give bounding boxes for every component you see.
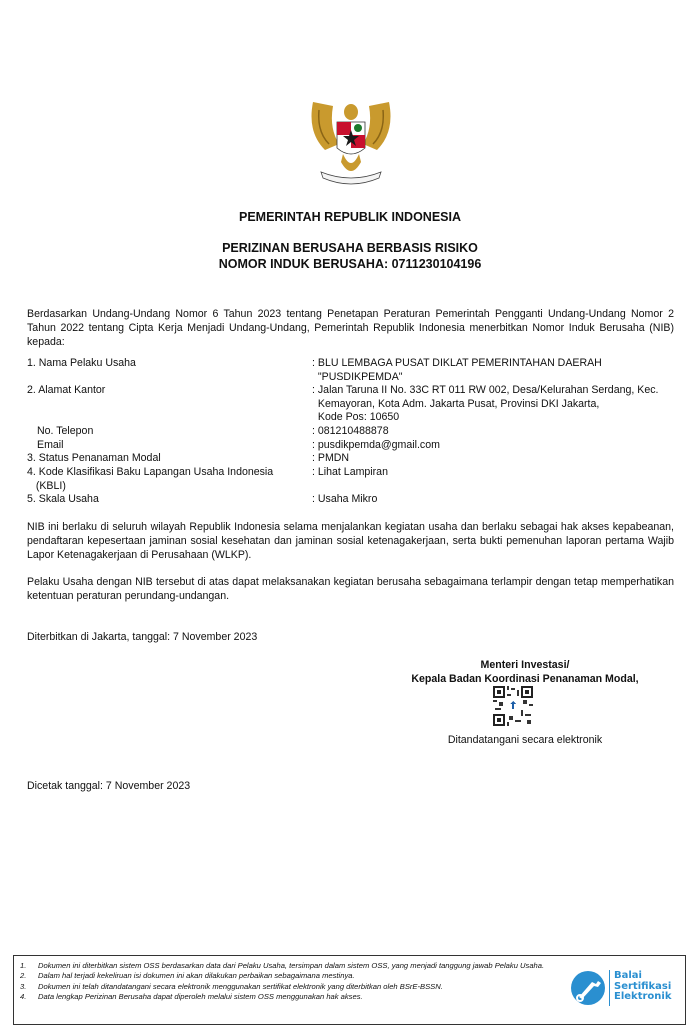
- note-text: Dalam hal terjadi kekeliruan isi dokumen ini akan dilakukan perbaikan sebagaimana mestinya.: [38, 971, 355, 981]
- footer-note: [20, 982, 560, 992]
- note-number: 3.: [20, 981, 27, 991]
- note-number: 1.: [20, 961, 27, 970]
- label-line: (KBLI): [27, 479, 66, 492]
- logo-line: Elektronik: [614, 991, 672, 1003]
- pelaku-usaha-paragraph: Pelaku Usaha dengan NIB tersebut di atas dapat melaksanakan kegiatan berusaha sebagaimana terlampir dengan tetap memperhatikan ketentuan peraturan perundang-undangan.: [27, 576, 674, 602]
- footer-notes-box: [13, 955, 686, 1025]
- qr-code-icon: [493, 686, 533, 726]
- note-number: 4.: [20, 992, 27, 1002]
- footer-note: [20, 971, 560, 981]
- document-title: PERIZINAN BERUSAHA BERBASIS RISIKO: [222, 241, 478, 255]
- footer-note: [20, 961, 560, 971]
- footer-note: [20, 992, 560, 1002]
- field-label: 2. Alamat Kantor: [27, 384, 106, 396]
- signer-title-2: Kepala Badan Koordinasi Penanaman Modal,: [411, 673, 639, 685]
- note-text: Dokumen ini telah ditandatangani secara elektronik menggunakan sertifikat elektronik yang diterbitkan oleh BSrE-BSSN.: [38, 981, 443, 991]
- field-value: [312, 357, 677, 384]
- note-text: Dokumen ini diterbitkan sistem OSS berdasarkan data dari Pelaku Usaha, tersimpan dalam sistem OSS, yang menjadi tanggung jawab Pelaku Usaha.: [38, 961, 545, 970]
- bsre-key-icon: [570, 969, 606, 1007]
- field-value: : Usaha Mikro: [312, 493, 378, 505]
- government-heading: PEMERINTAH REPUBLIK INDONESIA: [238, 210, 461, 224]
- garuda-emblem-icon: [303, 92, 399, 192]
- nib-validity-paragraph: NIB ini berlaku di seluruh wilayah Republik Indonesia selama menjalankan kegiatan usaha dan berlaku sebagai hak akses kepabeanan, pendaftaran kepesertaan jaminan sosial kesehatan dan jaminan sosial ketenagakerjaan, serta bukti pemenuhan laporan pertama Wajib Lapor Ketenagakerjaan di Perusahaan (WLKP).: [27, 521, 674, 561]
- note-text: Data lengkap Perizinan Berusaha dapat diperoleh melalui sistem OSS menggunakan hak akses.: [38, 992, 363, 1002]
- bsre-logo-text: [614, 971, 671, 1003]
- field-value: [312, 384, 677, 425]
- field-value: : 081210488878: [312, 425, 389, 437]
- field-value: : pusdikpemda@gmail.com: [312, 439, 440, 451]
- value-line: : BLU LEMBAGA PUSAT DIKLAT PEMERINTAHAN DAERAH: [312, 357, 602, 369]
- value-line: Kemayoran, Kota Adm. Jakarta Pusat, Provinsi DKI Jakarta,: [312, 397, 600, 410]
- field-label: No. Telepon: [37, 425, 94, 437]
- field-label: Email: [37, 439, 64, 451]
- field-label: 1. Nama Pelaku Usaha: [27, 357, 136, 369]
- field-value: : Lihat Lampiran: [312, 466, 388, 478]
- value-line: "PUSDIKPEMDA": [312, 370, 403, 383]
- note-number: 2.: [20, 971, 27, 981]
- printed-date: Dicetak tanggal: 7 November 2023: [27, 780, 191, 792]
- logo-line: Sertifikasi: [614, 980, 672, 992]
- logo-divider: [609, 970, 610, 1006]
- signed-electronically-note: Ditandatangani secara elektronik: [447, 734, 603, 746]
- signer-title-1: Menteri Investasi/: [480, 659, 570, 671]
- bsre-logo: [568, 965, 680, 1015]
- logo-line: Balai: [614, 970, 642, 981]
- field-value: : PMDN: [312, 452, 350, 464]
- value-line: Kode Pos: 10650: [312, 411, 400, 424]
- intro-paragraph: Berdasarkan Undang-Undang Nomor 6 Tahun 2023 tentang Penetapan Peraturan Pemerintah Pengganti Undang-Undang Nomor 2 Tahun 2022 tentang Cipta Kerja Menjadi Undang-Undang, Pemerintah Republik Indonesia menerbitkan Nomor Induk Berusaha (NIB) kepada:: [27, 308, 674, 348]
- issued-date: Diterbitkan di Jakarta, tanggal: 7 November 2023: [27, 631, 258, 643]
- field-label: 3. Status Penanaman Modal: [27, 452, 161, 464]
- label-line: 4. Kode Klasifikasi Baku Lapangan Usaha Indonesia: [27, 466, 274, 478]
- field-label: [27, 466, 287, 493]
- nib-number: NOMOR INDUK BERUSAHA: 0711230104196: [218, 257, 482, 271]
- value-line: : Jalan Taruna II No. 33C RT 011 RW 002, Desa/Kelurahan Serdang, Kec.: [312, 384, 659, 396]
- footer-notes-list: [20, 961, 560, 1003]
- field-label: 5. Skala Usaha: [27, 493, 99, 505]
